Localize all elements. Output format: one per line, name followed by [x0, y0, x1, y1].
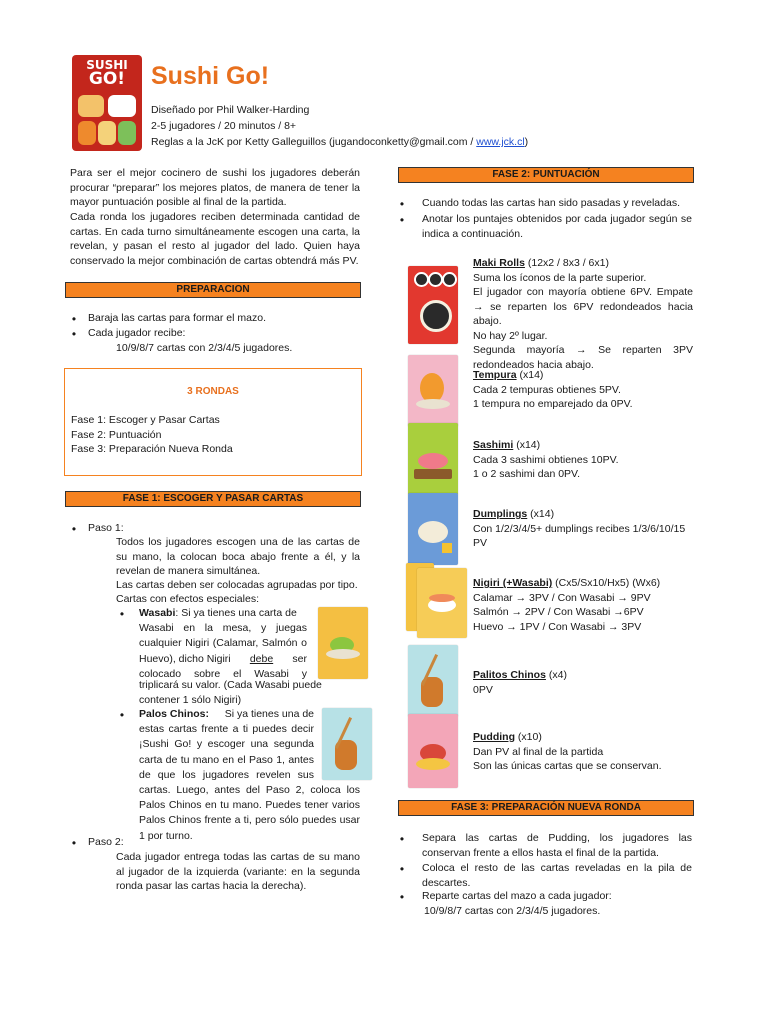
tempura-name: Tempura	[473, 369, 517, 381]
maki-qty: (12x2 / 8x3 / 6x1)	[524, 257, 609, 269]
pudding-card	[408, 714, 458, 788]
palos-line-1: Si ya tienes una de	[224, 708, 314, 720]
sashimi-block	[473, 438, 693, 482]
wasabi-line-1: : Si ya tienes una carta de	[175, 607, 297, 619]
palos-name: Palos Chinos:	[139, 708, 210, 720]
dumplings-block	[473, 507, 693, 551]
nigiri-block	[473, 576, 693, 634]
fase2-bullet-2: Anotar los puntajes obtenidos por cada jugador según se indica a continuación.	[422, 213, 692, 240]
bullet: •	[71, 327, 77, 341]
maki-line-3: No hay 2º lugar.	[473, 329, 548, 342]
fase3-bullet-3-sub: 10/9/8/7 cartas con 2/3/4/5 jugadores.	[424, 905, 601, 917]
rondas-heading: 3 RONDAS	[187, 386, 239, 397]
nigiri-line-1: Calamar → 3PV / Con Wasabi → 9PV	[473, 591, 651, 604]
bullet: •	[119, 607, 125, 621]
maki-block	[473, 256, 693, 372]
fase3-heading: FASE 3: PREPARACIÓN NUEVA RONDA	[398, 800, 694, 816]
pudding-line-2: Son las únicas cartas que se conservan.	[473, 760, 662, 772]
dumplings-qty: (x14)	[527, 508, 555, 520]
maki-line-2: El jugador con mayoría obtiene 6PV. Empate → se reparten los 6PV redondeados hacia abajo.	[473, 286, 693, 327]
fase2-bullet-1: Cuando todas las cartas han sido pasadas y reveladas.	[422, 197, 680, 209]
wasabi-debe: debe	[249, 652, 274, 665]
palos-line-3: ¡Sushi Go! y escoger una segunda	[139, 738, 314, 751]
bullet: •	[399, 832, 405, 846]
players-line: 2-5 jugadores / 20 minutos / 8+	[151, 120, 297, 132]
tempura-block	[473, 368, 693, 412]
fase3-bullet-3: Reparte cartas del mazo a cada jugador:	[422, 890, 612, 902]
wasabi-text-block	[139, 606, 307, 682]
paso1-label: Paso 1:	[88, 522, 124, 534]
fase3-bullet-1: Separa las cartas de Pudding, los jugadores las conservan frente a ellos hasta el final de la partida.	[422, 832, 692, 859]
sashimi-qty: (x14)	[513, 439, 541, 451]
rondas-fase-1: Fase 1: Escoger y Pasar Cartas	[71, 414, 220, 426]
fase3-bullet-2: Coloca el resto de las cartas reveladas en la pila de descartes.	[422, 862, 692, 889]
pudding-name: Pudding	[473, 731, 515, 743]
bullet: •	[119, 708, 125, 722]
fase2-heading: FASE 2: PUNTUACIÓN	[398, 167, 694, 183]
fase1-heading: FASE 1: ESCOGER Y PASAR CARTAS	[65, 491, 361, 507]
paso2-label: Paso 2:	[88, 836, 124, 848]
logo-text-sushi: SUSHI	[86, 58, 128, 72]
chopsticks-card-small	[322, 708, 372, 780]
nigiri-line-2: Salmón → 2PV / Con Wasabi →6PV	[473, 606, 644, 618]
wasabi-line-4: Huevo), dicho Nigiri	[139, 652, 231, 665]
game-box-logo	[72, 55, 142, 151]
palos-line-4: carta de tu mano en el Paso 1, antes	[139, 753, 314, 766]
pudding-line-1: Dan PV al final de la partida	[473, 745, 604, 758]
dumpling-card	[408, 493, 458, 565]
wasabi-ser: ser	[292, 652, 307, 665]
pudding-block	[473, 730, 693, 774]
paso2-text: Cada jugador entrega todas las cartas de su mano al jugador de la izquierda (variante: en la segunda ronda pasar las cartas hacia la derecha).	[116, 851, 360, 892]
nigiri-qty: (Cx5/Sx10/Hx5) (Wx6)	[552, 577, 661, 589]
palitos-name: Palitos Chinos	[473, 669, 546, 681]
rondas-fase-3: Fase 3: Preparación Nueva Ronda	[71, 443, 233, 455]
nigiri-card	[417, 568, 467, 638]
prep-bullet-2: Cada jugador recibe:	[88, 327, 186, 339]
tempura-card	[408, 355, 458, 427]
intro-paragraph-1: Para ser el mejor cocinero de sushi los jugadores deberán procurar “preparar” los mejores platos, de manera de tener la mayor puntuación posible al final de la partida.	[70, 167, 360, 208]
pudding-qty: (x10)	[515, 731, 542, 743]
maki-card	[408, 266, 458, 344]
efectos-text: Cartas con efectos especiales:	[116, 593, 259, 605]
wasabi-name: Wasabi	[139, 607, 176, 619]
credits-suffix: )	[524, 136, 529, 148]
wasabi-card	[318, 607, 368, 679]
preparacion-heading: PREPARACION	[65, 282, 361, 298]
nigiri-line-3: Huevo → 1PV / Con Wasabi → 3PV	[473, 620, 642, 633]
bullet: •	[71, 522, 77, 536]
maki-line-1: Suma los íconos de la parte superior.	[473, 271, 647, 284]
bullet: •	[399, 862, 405, 876]
maki-name: Maki Rolls	[473, 257, 525, 269]
wasabi-line-7: contener 1 sólo Nigiri)	[139, 694, 242, 706]
tempura-line-2: 1 tempura no emparejado da 0PV.	[473, 398, 633, 410]
dumplings-line-1: Con 1/2/3/4/5+ dumplings recibes 1/3/6/10/15 PV	[473, 522, 686, 549]
palos-text-block	[139, 707, 314, 783]
wasabi-line-5: colocado sobre el Wasabi y	[139, 667, 307, 680]
dumplings-name: Dumplings	[473, 508, 528, 520]
sashimi-line-1: Cada 3 sashimi obtienes 10PV.	[473, 453, 619, 466]
rondas-fase-2: Fase 2: Puntuación	[71, 429, 162, 441]
sashimi-line-2: 1 o 2 sashimi dan 0PV.	[473, 468, 581, 480]
tempura-line-1: Cada 2 tempuras obtienes 5PV.	[473, 383, 621, 396]
bullet: •	[399, 890, 405, 904]
intro-paragraph-2: Cada ronda los jugadores reciben determinada cantidad de cartas. En cada turno simultáneamente escogen una carta, la revelan, y pasan el resto al jugador del lado. Quien haya conservado la mejor combinación de cartas obtendrá más PV.	[70, 211, 360, 267]
bullet: •	[71, 836, 77, 850]
bullet: •	[399, 197, 405, 211]
wasabi-line-2: Wasabi en la mesa, y juegas	[139, 622, 307, 635]
tempura-qty: (x14)	[516, 369, 544, 381]
wasabi-line-6: triplicará su valor. (Cada Wasabi puede	[139, 679, 322, 691]
prep-bullet-2-sub: 10/9/8/7 cartas con 2/3/4/5 jugadores.	[116, 342, 293, 354]
palos-line-6: cartas. Luego, antes del Paso 2, coloca los Palos Chinos en tu mano. Puedes tener varios Palos Chinos frente a ti, pero sólo puedes usar 1 por turno.	[139, 784, 360, 842]
website-link[interactable]: www.jck.cl	[476, 136, 525, 148]
credits-line	[151, 134, 528, 150]
sashimi-card	[408, 423, 458, 495]
agrupadas-text: Las cartas deben ser colocadas agrupadas por tipo.	[116, 579, 358, 591]
bullet: •	[399, 213, 405, 227]
sashimi-name: Sashimi	[473, 439, 514, 451]
palos-line-2: estas cartas frente a ti puedes decir	[139, 723, 314, 736]
wasabi-line-3: cualquier Nigiri (Calamar, Salmón o	[139, 637, 307, 650]
prep-bullet-1: Baraja las cartas para formar el mazo.	[88, 312, 266, 324]
palitos-line-1: 0PV	[473, 683, 493, 696]
paso1-text: Todos los jugadores escogen una de las cartas de su mano, la colocan boca abajo frente a él, y la revelan de manera simultánea.	[116, 536, 360, 577]
logo-text-go: GO!	[88, 69, 126, 89]
palos-line-5: de que los jugadores revelen sus	[139, 768, 314, 781]
bullet: •	[71, 312, 77, 326]
nigiri-name: Nigiri (+Wasabi)	[473, 577, 553, 589]
page-title: Sushi Go!	[151, 62, 270, 90]
maki-line-4: Segunda mayoría → Se reparten 3PV redondeados hacia abajo.	[473, 344, 693, 371]
credits-prefix: Reglas a la JcK por Ketty Galleguillos (jugandoconketty@gmail.com /	[151, 136, 477, 148]
designer-line: Diseñado por Phil Walker-Harding	[151, 104, 310, 116]
palitos-block	[473, 668, 693, 697]
chopsticks-card	[408, 645, 458, 717]
palitos-qty: (x4)	[545, 669, 567, 681]
